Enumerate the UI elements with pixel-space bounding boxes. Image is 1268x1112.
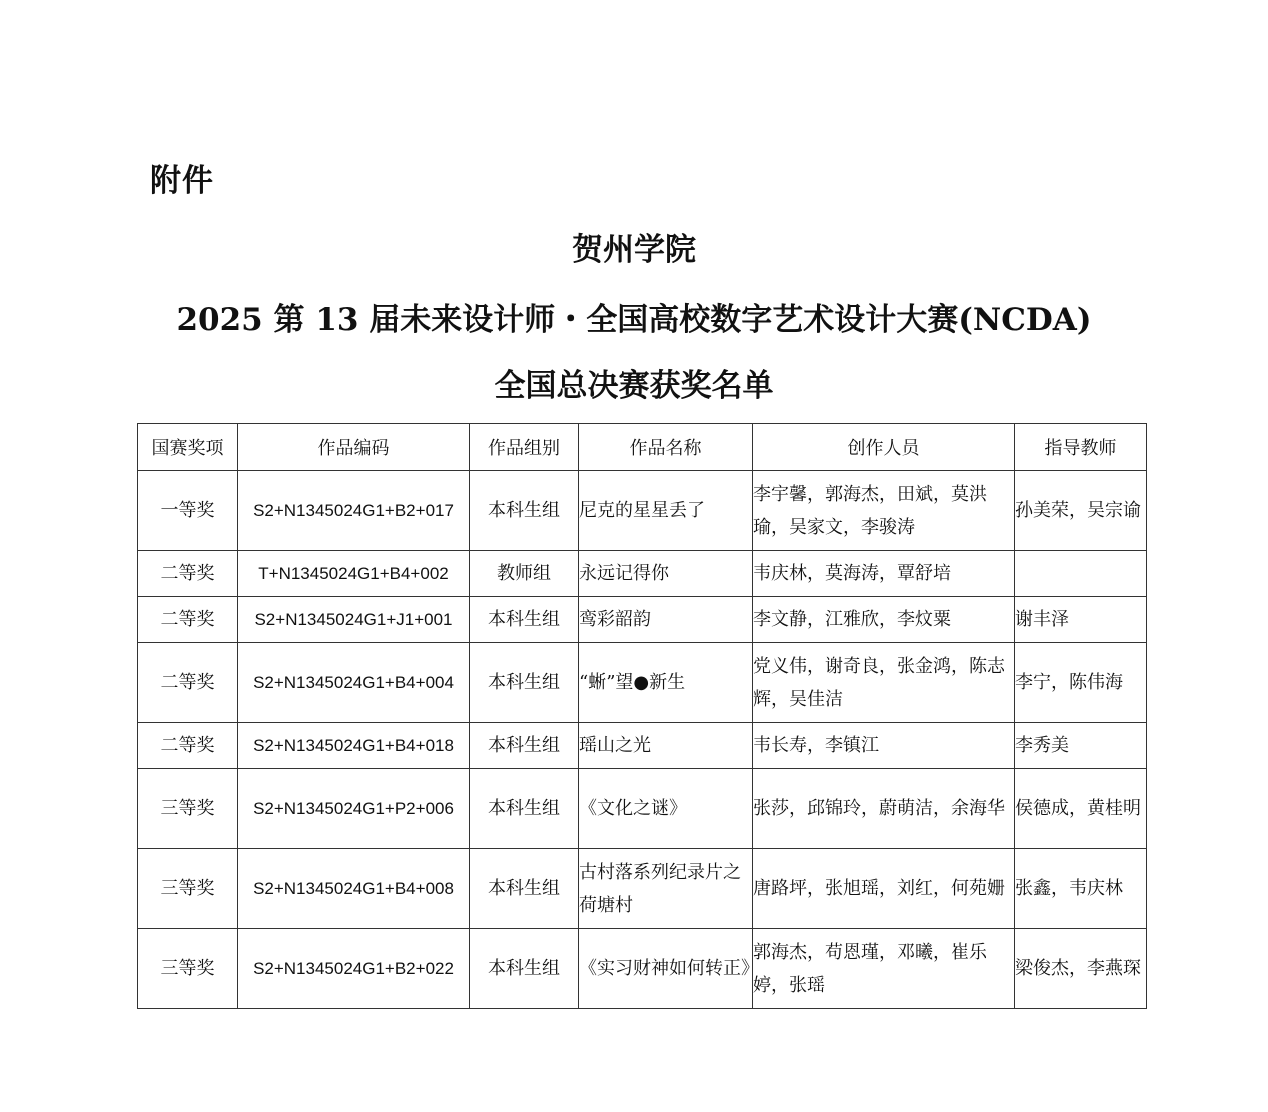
- teachers-cell: 谢丰泽: [1015, 597, 1147, 643]
- awards-table: [137, 423, 1147, 1009]
- group-cell: 本科生组: [470, 929, 579, 1009]
- teachers-cell: 孙美荣，吴宗谕: [1015, 471, 1147, 551]
- creators-cell: 郭海杰，苟恩瑾，邓曦，崔乐婷，张瑶: [753, 929, 1015, 1009]
- header-work-name: 作品名称: [579, 424, 753, 471]
- creators-cell: 李文静，江雅欣，李炆粟: [753, 597, 1015, 643]
- table-row: [138, 643, 1147, 723]
- code-cell: S2+N1345024G1+B4+004: [238, 643, 470, 723]
- award-cell: 二等奖: [138, 723, 238, 769]
- work-name-cell: 《实习财神如何转正》: [579, 929, 753, 1009]
- document-title-competition: 2025 第 13 届未来设计师・全国高校数字艺术设计大赛(NCDA): [176, 302, 1092, 338]
- work-name-cell: 永远记得你: [579, 551, 753, 597]
- work-name-cell: 鸾彩韶韵: [579, 597, 753, 643]
- creators-cell: 唐路坪，张旭瑶，刘红，何苑姗: [753, 849, 1015, 929]
- document-title-institution: 贺州学院: [572, 232, 696, 268]
- code-cell: S2+N1345024G1+J1+001: [238, 597, 470, 643]
- group-cell: 本科生组: [470, 723, 579, 769]
- table-row: [138, 929, 1147, 1009]
- code-cell: S2+N1345024G1+B2+017: [238, 471, 470, 551]
- creators-cell: 党义伟，谢奇良，张金鸿，陈志辉，吴佳洁: [753, 643, 1015, 723]
- work-name-cell: “蜥”望●新生: [579, 643, 753, 723]
- creators-cell: 张莎，邱锦玲，蔚萌洁，余海华: [753, 769, 1015, 849]
- table-row: [138, 597, 1147, 643]
- table-header-row: [138, 424, 1147, 471]
- code-cell: T+N1345024G1+B4+002: [238, 551, 470, 597]
- group-cell: 本科生组: [470, 643, 579, 723]
- creators-cell: 韦庆林，莫海涛，覃舒培: [753, 551, 1015, 597]
- teachers-cell: 侯德成，黄桂明: [1015, 769, 1147, 849]
- award-cell: 二等奖: [138, 597, 238, 643]
- header-teachers: 指导教师: [1015, 424, 1147, 471]
- creators-cell: 韦长寿，李镇江: [753, 723, 1015, 769]
- code-cell: S2+N1345024G1+B4+018: [238, 723, 470, 769]
- creators-cell: 李宇馨，郭海杰，田斌，莫洪瑜，吴家文，李骏涛: [753, 471, 1015, 551]
- table-row: [138, 471, 1147, 551]
- header-code: 作品编码: [238, 424, 470, 471]
- work-name-cell: 《文化之谜》: [579, 769, 753, 849]
- teachers-cell: 李秀美: [1015, 723, 1147, 769]
- table-row: [138, 551, 1147, 597]
- header-group: 作品组别: [470, 424, 579, 471]
- table-row: [138, 849, 1147, 929]
- award-cell: 二等奖: [138, 551, 238, 597]
- group-cell: 本科生组: [470, 849, 579, 929]
- header-creators: 创作人员: [753, 424, 1015, 471]
- award-cell: 一等奖: [138, 471, 238, 551]
- table-row: [138, 723, 1147, 769]
- group-cell: 本科生组: [470, 597, 579, 643]
- award-cell: 三等奖: [138, 769, 238, 849]
- table-row: [138, 769, 1147, 849]
- work-name-cell: 古村落系列纪录片之荷塘村: [579, 849, 753, 929]
- group-cell: 教师组: [470, 551, 579, 597]
- code-cell: S2+N1345024G1+B4+008: [238, 849, 470, 929]
- award-cell: 三等奖: [138, 929, 238, 1009]
- group-cell: 本科生组: [470, 769, 579, 849]
- teachers-cell: [1015, 551, 1147, 597]
- document-title-list: 全国总决赛获奖名单: [494, 368, 774, 404]
- code-cell: S2+N1345024G1+P2+006: [238, 769, 470, 849]
- award-cell: 二等奖: [138, 643, 238, 723]
- award-cell: 三等奖: [138, 849, 238, 929]
- teachers-cell: 李宁，陈伟海: [1015, 643, 1147, 723]
- header-award: 国赛奖项: [138, 424, 238, 471]
- attachment-label: 附件: [150, 163, 214, 199]
- work-name-cell: 瑶山之光: [579, 723, 753, 769]
- work-name-cell: 尼克的星星丢了: [579, 471, 753, 551]
- teachers-cell: 张鑫，韦庆林: [1015, 849, 1147, 929]
- code-cell: S2+N1345024G1+B2+022: [238, 929, 470, 1009]
- teachers-cell: 梁俊杰，李燕琛: [1015, 929, 1147, 1009]
- group-cell: 本科生组: [470, 471, 579, 551]
